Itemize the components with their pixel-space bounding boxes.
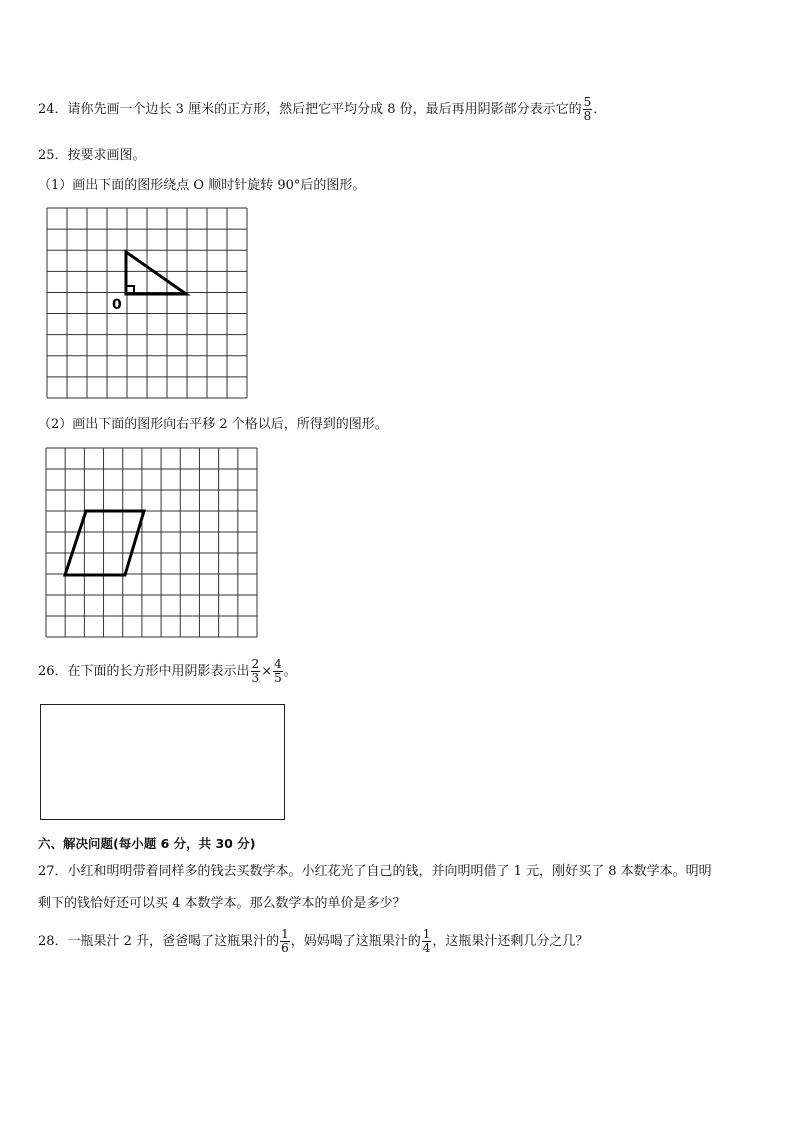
question-25-title: 25．按要求画图。 — [38, 148, 146, 163]
section-6-title: 六、解决问题(每小题 6 分，共 30 分) — [38, 836, 256, 851]
question-26-text: 26．在下面的长方形中用阴影表示出 — [38, 664, 250, 679]
fraction-denominator: 5 — [274, 671, 282, 685]
question-26-end: 。 — [283, 664, 297, 679]
fraction-denominator: 3 — [251, 671, 260, 685]
question-28-text-3: ，这瓶果汁还剩几分之几？ — [432, 934, 589, 949]
parallelogram-shape — [65, 511, 144, 575]
question-28-text-2: ，妈妈喝了这瓶果汁的 — [290, 934, 421, 949]
question-28 — [38, 928, 588, 955]
rotation-point-label: 0 — [112, 297, 122, 313]
fraction-numerator: 2 — [251, 657, 260, 671]
answer-rectangle — [40, 704, 285, 820]
question-25-part-1: （1）画出下面的图形绕点 O 顺时针旋转 90°后的图形。 — [38, 178, 366, 193]
times-sign: × — [261, 664, 273, 679]
fraction-denominator: 4 — [422, 941, 431, 955]
question-25-part-2: （2）画出下面的图形向右平移 2 个格以后，所得到的图形。 — [38, 417, 388, 432]
question-26 — [38, 658, 297, 685]
fraction-4-5 — [273, 658, 283, 685]
translation-grid — [45, 447, 260, 639]
fraction-numerator: 1 — [281, 927, 289, 941]
fraction-5-8 — [583, 96, 593, 123]
question-27-line-2: 剩下的钱恰好还可以买 4 本数学本。那么数学本的单价是多少？ — [38, 896, 406, 911]
fraction-denominator: 8 — [583, 109, 592, 123]
question-28-text-1: 28．一瓶果汁 2 升，爸爸喝了这瓶果汁的 — [38, 934, 280, 949]
fraction-numerator: 4 — [274, 657, 282, 671]
fraction-2-3 — [251, 658, 261, 685]
fraction-numerator: 1 — [422, 927, 431, 941]
question-24-text: 24．请你先画一个边长 3 厘米的正方形，然后把它平均分成 8 份，最后再用阴影部分表示它的 — [38, 102, 582, 117]
fraction-denominator: 6 — [281, 941, 289, 955]
rotation-grid — [46, 207, 250, 401]
fraction-1-6 — [280, 928, 290, 955]
fraction-numerator: 5 — [583, 95, 592, 109]
fraction-1-4 — [422, 928, 432, 955]
question-24-end: ． — [593, 102, 607, 117]
question-27-line-1: 27．小红和明明带着同样多的钱去买数学本。小红花光了自己的钱，并向明明借了 1 元，刚好买了 8 本数学本。明明 — [38, 864, 712, 879]
question-24 — [38, 96, 606, 123]
